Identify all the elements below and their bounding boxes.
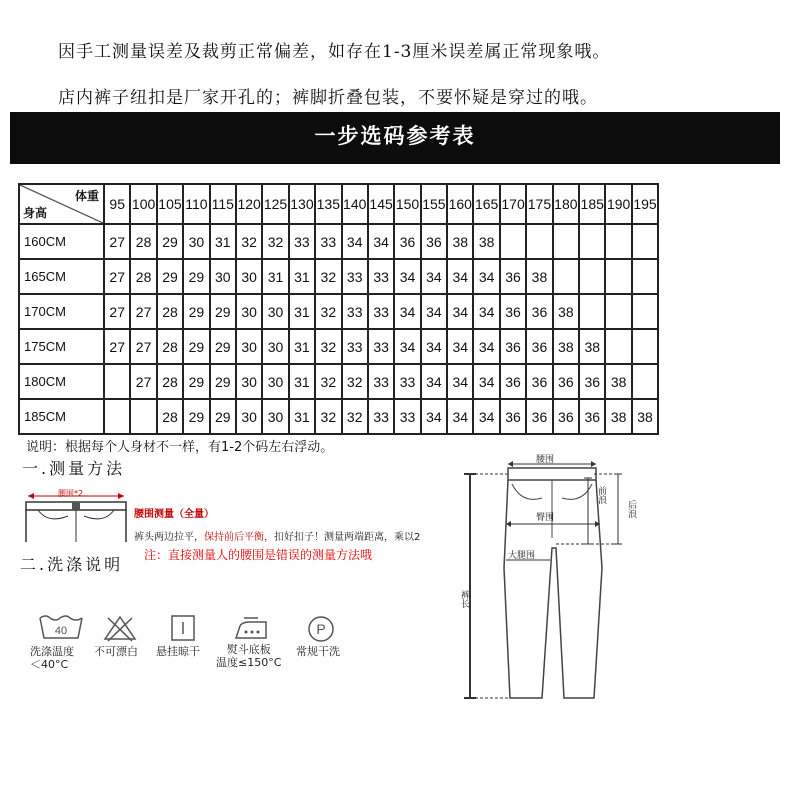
size-cell: 36	[500, 294, 526, 329]
size-cell: 32	[315, 399, 341, 434]
size-cell	[130, 399, 156, 434]
weight-header-cell: 105	[157, 184, 183, 224]
fig-front-rise-label: 前浪	[596, 486, 606, 504]
weight-header-cell: 95	[104, 184, 130, 224]
weight-header-cell: 155	[421, 184, 447, 224]
waist-x2-label: 腰围*2	[58, 489, 84, 498]
size-cell: 27	[130, 364, 156, 399]
size-table-header-row	[19, 184, 658, 224]
size-cell: 32	[342, 399, 368, 434]
size-cell	[605, 329, 631, 364]
size-cell: 36	[526, 329, 552, 364]
weight-header-cell: 110	[183, 184, 209, 224]
care-label-dryclean: 常规干洗	[296, 645, 340, 658]
size-cell: 28	[157, 329, 183, 364]
weight-header-cell: 135	[315, 184, 341, 224]
size-cell	[632, 259, 658, 294]
size-cell: 29	[210, 399, 236, 434]
weight-header-cell: 160	[447, 184, 473, 224]
care-label-bleach: 不可漂白	[94, 645, 138, 658]
size-cell: 30	[236, 259, 262, 294]
wash-temp-number: 40	[54, 625, 68, 637]
care-label-hang: 悬挂晾干	[156, 645, 200, 658]
size-cell: 30	[262, 294, 288, 329]
size-cell: 29	[157, 224, 183, 259]
size-cell: 34	[447, 259, 473, 294]
size-cell: 30	[236, 399, 262, 434]
size-cell: 38	[605, 364, 631, 399]
size-cell: 29	[210, 294, 236, 329]
size-cell	[500, 224, 526, 259]
size-cell	[579, 224, 605, 259]
size-cell: 30	[262, 399, 288, 434]
size-table-row	[19, 329, 658, 364]
care-label-wash: 洗涤温度 ＜40°C	[30, 645, 74, 671]
size-cell: 30	[210, 259, 236, 294]
size-cell: 33	[342, 294, 368, 329]
method-text	[134, 528, 420, 543]
size-cell: 34	[447, 399, 473, 434]
size-cell	[579, 259, 605, 294]
size-cell: 29	[183, 364, 209, 399]
size-cell: 33	[368, 399, 394, 434]
size-cell: 32	[236, 224, 262, 259]
size-cell: 34	[421, 399, 447, 434]
section-measure-title: 一.测量方法	[22, 459, 126, 478]
weight-header-cell: 140	[342, 184, 368, 224]
iron-icon	[232, 616, 270, 642]
size-cell: 36	[500, 259, 526, 294]
size-cell: 27	[104, 224, 130, 259]
size-cell	[553, 259, 579, 294]
weight-header-cell: 100	[130, 184, 156, 224]
fig-waist-label: 腰围	[536, 455, 555, 465]
size-cell: 36	[526, 294, 552, 329]
size-cell	[579, 294, 605, 329]
method-warning: 注：直接测量人的腰围是错误的测量方法哦	[144, 548, 373, 562]
section-wash-title: 二.洗涤说明	[20, 555, 124, 574]
size-cell: 34	[447, 364, 473, 399]
method-text-b: 保持前后平衡，	[204, 532, 274, 543]
fig-back-rise-label: 后浪	[626, 500, 636, 518]
size-cell: 33	[289, 224, 315, 259]
size-cell: 34	[394, 329, 420, 364]
size-cell: 31	[289, 364, 315, 399]
size-cell: 33	[342, 259, 368, 294]
size-cell: 36	[526, 364, 552, 399]
size-cell: 38	[579, 329, 605, 364]
size-cell: 38	[553, 329, 579, 364]
size-cell: 33	[315, 224, 341, 259]
size-table-row	[19, 259, 658, 294]
banner-title: 一步选码参考表	[314, 124, 476, 148]
size-cell: 36	[421, 224, 447, 259]
size-cell: 28	[130, 224, 156, 259]
pants-measurement-figure	[456, 448, 656, 708]
size-cell: 27	[130, 329, 156, 364]
corner-weight-label: 体重	[74, 189, 99, 203]
size-cell: 34	[421, 329, 447, 364]
size-cell	[632, 224, 658, 259]
size-cell: 28	[157, 364, 183, 399]
size-cell	[553, 224, 579, 259]
size-cell: 32	[315, 259, 341, 294]
size-cell: 38	[553, 294, 579, 329]
size-cell: 38	[605, 399, 631, 434]
size-cell: 30	[262, 364, 288, 399]
size-cell: 29	[183, 329, 209, 364]
size-cell: 27	[130, 294, 156, 329]
size-cell: 33	[394, 399, 420, 434]
weight-header-cell: 170	[500, 184, 526, 224]
size-cell: 30	[236, 364, 262, 399]
size-cell	[632, 364, 658, 399]
size-cell	[605, 259, 631, 294]
size-cell: 38	[526, 259, 552, 294]
fig-hip-label: 臀围	[536, 513, 555, 523]
size-cell: 28	[157, 399, 183, 434]
notice-line-2: 店内裤子纽扣是厂家开孔的；裤脚折叠包装，不要怀疑是穿过的哦。	[58, 88, 598, 108]
size-cell: 29	[157, 259, 183, 294]
size-cell: 34	[421, 294, 447, 329]
size-cell: 30	[262, 329, 288, 364]
hang-dry-icon	[170, 614, 196, 642]
size-cell: 33	[368, 294, 394, 329]
size-cell: 28	[157, 294, 183, 329]
size-cell: 27	[104, 259, 130, 294]
dry-clean-icon	[306, 614, 336, 644]
size-cell: 31	[289, 329, 315, 364]
size-cell: 32	[315, 294, 341, 329]
size-cell: 34	[473, 329, 499, 364]
size-cell: 31	[289, 259, 315, 294]
size-cell: 34	[473, 364, 499, 399]
size-cell: 34	[421, 364, 447, 399]
size-cell: 30	[183, 224, 209, 259]
size-cell: 29	[210, 364, 236, 399]
size-cell: 31	[262, 259, 288, 294]
size-cell: 36	[579, 364, 605, 399]
weight-header-cell: 175	[526, 184, 552, 224]
size-cell	[605, 294, 631, 329]
size-cell	[526, 224, 552, 259]
size-cell: 33	[368, 329, 394, 364]
size-cell: 36	[500, 364, 526, 399]
size-cell: 34	[473, 259, 499, 294]
size-table-row	[19, 294, 658, 329]
height-label-cell: 170CM	[19, 294, 104, 329]
size-table-corner	[19, 184, 104, 224]
size-cell: 33	[368, 364, 394, 399]
size-table-row	[19, 364, 658, 399]
size-cell: 32	[315, 329, 341, 364]
corner-height-label: 身高	[23, 206, 48, 220]
size-cell: 27	[104, 294, 130, 329]
size-cell: 34	[447, 329, 473, 364]
size-cell: 32	[262, 224, 288, 259]
size-cell: 36	[500, 399, 526, 434]
no-bleach-icon	[102, 614, 138, 642]
size-cell: 38	[447, 224, 473, 259]
size-cell: 34	[342, 224, 368, 259]
weight-header-cell: 180	[553, 184, 579, 224]
fig-length-label: 裤长	[459, 590, 469, 608]
size-cell: 32	[342, 364, 368, 399]
size-cell: 34	[421, 259, 447, 294]
size-cell: 36	[553, 399, 579, 434]
size-cell	[632, 329, 658, 364]
size-cell: 31	[210, 224, 236, 259]
weight-header-cell: 130	[289, 184, 315, 224]
size-cell: 33	[394, 364, 420, 399]
size-cell: 34	[473, 294, 499, 329]
size-table-row	[19, 399, 658, 434]
dry-clean-letter: P	[316, 621, 326, 637]
weight-header-cell: 125	[262, 184, 288, 224]
size-cell	[104, 399, 130, 434]
size-cell	[104, 364, 130, 399]
height-label-cell: 160CM	[19, 224, 104, 259]
size-cell: 34	[394, 294, 420, 329]
weight-header-cell: 190	[605, 184, 631, 224]
size-cell: 30	[236, 329, 262, 364]
size-cell: 34	[394, 259, 420, 294]
size-cell: 29	[210, 329, 236, 364]
size-cell	[632, 294, 658, 329]
size-cell: 29	[183, 259, 209, 294]
weight-header-cell: 165	[473, 184, 499, 224]
method-text-c: 扣好扣子！测量两端距离，乘以2	[274, 532, 421, 543]
size-cell: 36	[579, 399, 605, 434]
size-cell: 29	[183, 294, 209, 329]
size-cell: 32	[315, 364, 341, 399]
size-cell: 31	[289, 294, 315, 329]
weight-header-cell: 120	[236, 184, 262, 224]
weight-header-cell: 145	[368, 184, 394, 224]
size-note: 说明：根据每个人身材不一样，有1-2个码左右浮动。	[26, 440, 334, 455]
size-cell: 34	[447, 294, 473, 329]
size-cell: 29	[183, 399, 209, 434]
method-title: 腰围测量（全量）	[134, 509, 214, 520]
care-label-iron: 熨斗底板 温度≤150°C	[216, 643, 282, 669]
size-cell: 36	[394, 224, 420, 259]
method-text-a: 裤头两边拉平，	[134, 532, 204, 543]
weight-header-cell: 150	[394, 184, 420, 224]
size-cell: 34	[473, 399, 499, 434]
size-cell: 30	[236, 294, 262, 329]
size-cell	[605, 224, 631, 259]
size-table	[18, 183, 659, 435]
size-cell: 28	[130, 259, 156, 294]
size-cell: 36	[553, 364, 579, 399]
fig-thigh-label: 大腿围	[508, 551, 536, 561]
weight-header-cell: 115	[210, 184, 236, 224]
size-cell: 36	[500, 329, 526, 364]
size-cell: 38	[473, 224, 499, 259]
height-label-cell: 180CM	[19, 364, 104, 399]
size-cell: 38	[632, 399, 658, 434]
size-table-row	[19, 224, 658, 259]
size-cell: 34	[368, 224, 394, 259]
height-label-cell: 175CM	[19, 329, 104, 364]
weight-header-cell: 185	[579, 184, 605, 224]
weight-header-cell: 195	[632, 184, 658, 224]
size-cell: 33	[342, 329, 368, 364]
size-cell: 36	[526, 399, 552, 434]
height-label-cell: 185CM	[19, 399, 104, 434]
size-cell: 31	[289, 399, 315, 434]
height-label-cell: 165CM	[19, 259, 104, 294]
notice-line-1: 因手工测量误差及裁剪正常偏差，如存在1-3厘米误差属正常现象哦。	[58, 42, 611, 62]
size-cell: 27	[104, 329, 130, 364]
size-cell: 33	[368, 259, 394, 294]
wash-temp-icon	[38, 614, 84, 642]
